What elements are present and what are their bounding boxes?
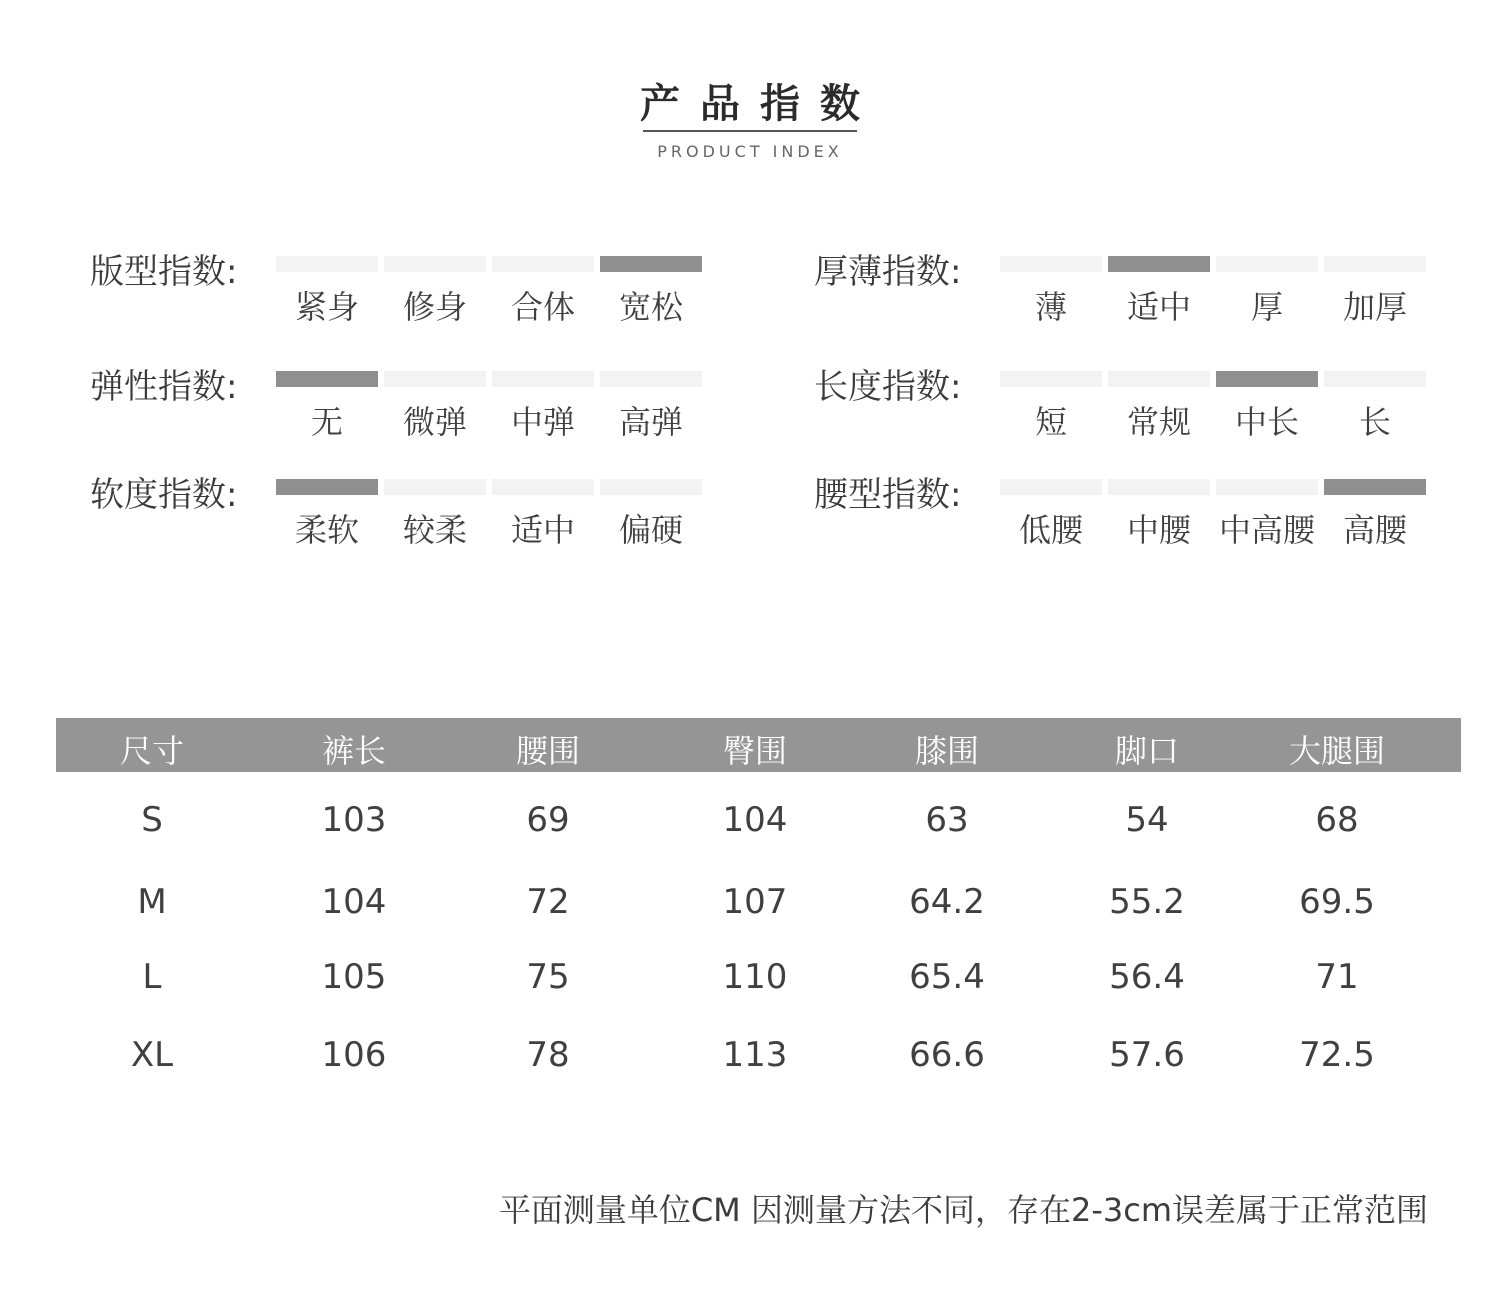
scale-option-label: 宽松 (618, 288, 683, 326)
scale-segment (1216, 256, 1318, 328)
scale-segment (1108, 371, 1210, 443)
waist-index-label: 腰型指数: (814, 475, 962, 515)
column-header: 裤长 (321, 732, 386, 770)
column-header: 腰围 (515, 732, 580, 770)
fit-index (90, 244, 710, 344)
scale-option-label: 柔软 (294, 511, 359, 549)
scale-segment (1000, 256, 1102, 328)
table-row (0, 882, 1500, 932)
measurement-note: 平面测量单位CM 因测量方法不同，存在2-3cm误差属于正常范围 (498, 1191, 1428, 1229)
measurement-cell: 104 (722, 800, 788, 840)
scale-option-label: 中高腰 (1218, 511, 1315, 549)
scale-option-label: 合体 (510, 288, 575, 326)
scale-bar (1108, 371, 1210, 387)
scale-option-label: 低腰 (1018, 511, 1083, 549)
scale-option-label: 厚 (1250, 288, 1283, 326)
softness-index (90, 467, 710, 567)
length-index-label: 长度指数: (814, 367, 962, 407)
scale-segment (1108, 256, 1210, 328)
scale-segment (1324, 371, 1426, 443)
measurement-cell: 103 (321, 800, 387, 840)
page-title: 产品指数 (640, 81, 880, 127)
title-underline (643, 130, 857, 132)
measurement-cell: 107 (722, 882, 788, 922)
thickness-index (814, 244, 1434, 344)
fit-index-scale (276, 256, 702, 328)
length-index-scale (1000, 371, 1426, 443)
scale-bar-selected (600, 256, 702, 272)
scale-bar (1216, 256, 1318, 272)
size-cell: XL (130, 1035, 174, 1075)
scale-segment (600, 479, 702, 551)
scale-segment (276, 371, 378, 443)
measurement-cell: 110 (722, 957, 788, 997)
elasticity-index-label: 弹性指数: (90, 367, 238, 407)
measurement-cell: 75 (526, 957, 570, 997)
scale-option-label: 常规 (1126, 403, 1191, 441)
scale-option-label: 中长 (1234, 403, 1299, 441)
waist-index (814, 467, 1434, 567)
size-cell: L (142, 957, 162, 997)
measurement-cell: 63 (925, 800, 969, 840)
scale-option-label: 适中 (1126, 288, 1191, 326)
measurement-cell: 69 (526, 800, 570, 840)
measurement-cell: 113 (722, 1035, 788, 1075)
scale-bar (384, 256, 486, 272)
measurement-cell: 105 (321, 957, 387, 997)
scale-bar (276, 256, 378, 272)
size-cell: S (141, 800, 163, 840)
scale-segment (276, 479, 378, 551)
scale-bar-selected (276, 371, 378, 387)
measurement-cell: 64.2 (909, 882, 985, 922)
scale-option-label: 适中 (510, 511, 575, 549)
measurement-cell: 72.5 (1299, 1035, 1375, 1075)
scale-bar (1324, 256, 1426, 272)
column-header: 脚口 (1114, 732, 1179, 770)
table-row (0, 800, 1500, 850)
scale-option-label: 无 (310, 403, 343, 441)
scale-option-label: 微弹 (402, 403, 467, 441)
scale-option-label: 中腰 (1126, 511, 1191, 549)
scale-option-label: 薄 (1034, 288, 1067, 326)
length-index (814, 359, 1434, 459)
elasticity-index (90, 359, 710, 459)
scale-option-label: 长 (1358, 403, 1391, 441)
scale-option-label: 短 (1034, 403, 1067, 441)
measurement-cell: 106 (321, 1035, 387, 1075)
table-row (0, 957, 1500, 1007)
scale-segment (1000, 371, 1102, 443)
scale-option-label: 加厚 (1342, 288, 1407, 326)
scale-option-label: 高腰 (1342, 511, 1407, 549)
measurement-cell: 65.4 (909, 957, 985, 997)
scale-bar (1000, 371, 1102, 387)
scale-option-label: 中弹 (510, 403, 575, 441)
thickness-index-scale (1000, 256, 1426, 328)
scale-bar (600, 479, 702, 495)
fit-index-label: 版型指数: (90, 252, 238, 292)
page-subtitle: PRODUCT INDEX (657, 142, 843, 161)
measurement-cell: 69.5 (1299, 882, 1375, 922)
scale-segment (1216, 371, 1318, 443)
scale-segment (384, 256, 486, 328)
scale-segment (492, 479, 594, 551)
scale-segment (384, 371, 486, 443)
measurement-cell: 56.4 (1109, 957, 1185, 997)
column-header: 臀围 (722, 732, 787, 770)
scale-bar (1000, 256, 1102, 272)
waist-index-scale (1000, 479, 1426, 551)
measurement-cell: 71 (1315, 957, 1359, 997)
table-row (0, 1035, 1500, 1085)
scale-bar (384, 479, 486, 495)
scale-bar (1108, 479, 1210, 495)
measurement-cell: 55.2 (1109, 882, 1185, 922)
column-header: 膝围 (914, 732, 979, 770)
scale-option-label: 偏硬 (618, 511, 683, 549)
scale-bar (384, 371, 486, 387)
softness-index-scale (276, 479, 702, 551)
scale-bar (492, 479, 594, 495)
column-header: 尺寸 (119, 732, 184, 770)
scale-bar-selected (1108, 256, 1210, 272)
measurement-cell: 104 (321, 882, 387, 922)
scale-segment (492, 256, 594, 328)
measurement-cell: 78 (526, 1035, 570, 1075)
scale-segment (276, 256, 378, 328)
scale-segment (384, 479, 486, 551)
scale-bar-selected (1324, 479, 1426, 495)
scale-bar (1324, 371, 1426, 387)
elasticity-index-scale (276, 371, 702, 443)
scale-bar-selected (1216, 371, 1318, 387)
scale-option-label: 高弹 (618, 403, 683, 441)
scale-option-label: 较柔 (402, 511, 467, 549)
scale-bar (1000, 479, 1102, 495)
scale-segment (1216, 479, 1318, 551)
softness-index-label: 软度指数: (90, 475, 238, 515)
scale-segment (1000, 479, 1102, 551)
scale-bar (492, 256, 594, 272)
scale-segment (600, 371, 702, 443)
scale-bar-selected (276, 479, 378, 495)
measurement-cell: 72 (526, 882, 570, 922)
scale-option-label: 紧身 (294, 288, 359, 326)
scale-segment (1324, 256, 1426, 328)
measurement-cell: 68 (1315, 800, 1359, 840)
scale-segment (600, 256, 702, 328)
scale-option-label: 修身 (402, 288, 467, 326)
measurement-cell: 66.6 (909, 1035, 985, 1075)
scale-segment (492, 371, 594, 443)
table-header (56, 718, 1461, 772)
scale-bar (600, 371, 702, 387)
thickness-index-label: 厚薄指数: (814, 252, 962, 292)
scale-segment (1324, 479, 1426, 551)
scale-bar (492, 371, 594, 387)
scale-segment (1108, 479, 1210, 551)
measurement-cell: 54 (1125, 800, 1169, 840)
scale-bar (1216, 479, 1318, 495)
measurement-cell: 57.6 (1109, 1035, 1185, 1075)
size-cell: M (137, 882, 167, 922)
column-header: 大腿围 (1288, 732, 1385, 770)
